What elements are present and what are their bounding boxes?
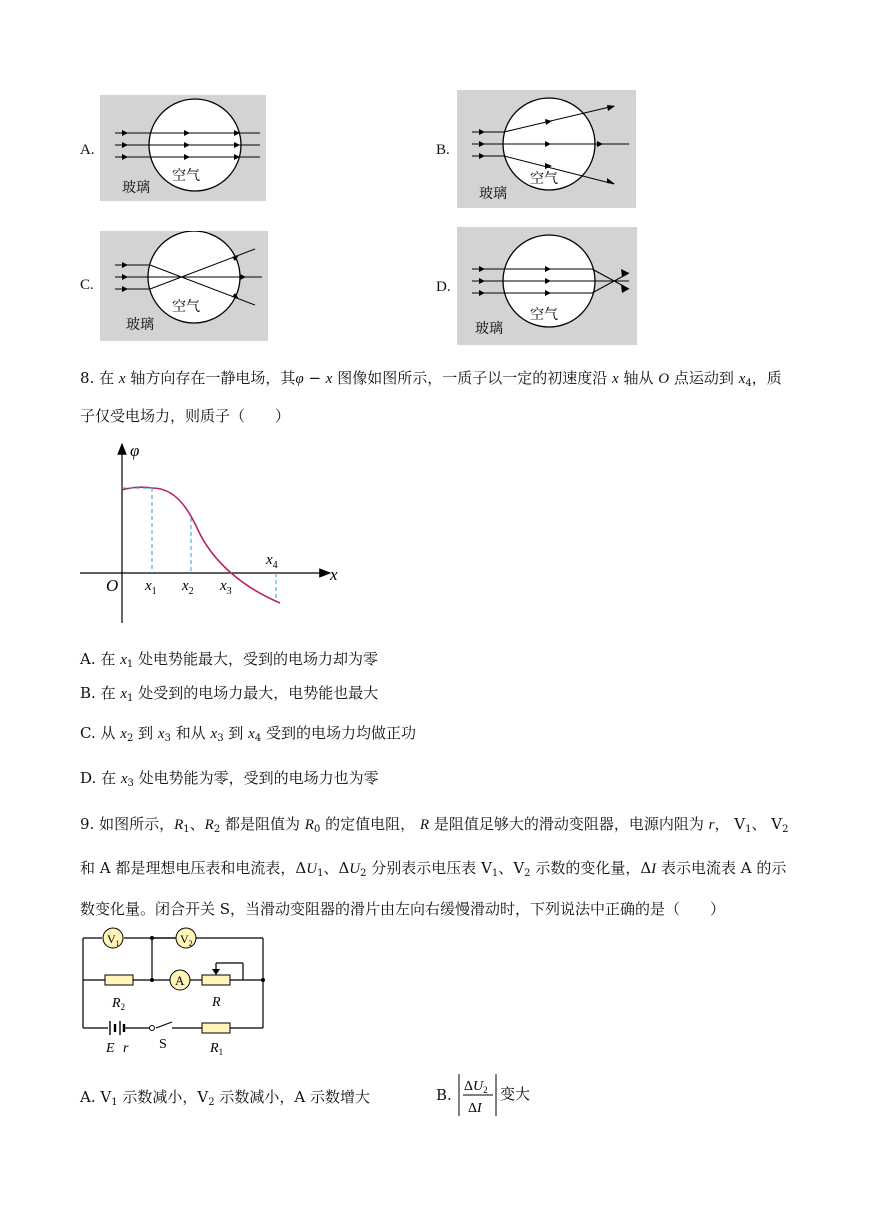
q8-option-c[interactable]: C. 从 $x_2$ 到 $x_3$ 和从 $x_3$ 到 $x_4$ 受到的电场力均做正功	[80, 724, 417, 744]
option-c-label: C.	[80, 277, 94, 293]
rheostat-r	[202, 975, 230, 985]
circuit-diagram	[80, 925, 280, 1060]
svg-text:ΔI: ΔI	[468, 1101, 482, 1116]
x-label: x	[330, 565, 338, 584]
glass-label-b: 玻璃	[479, 187, 507, 202]
x3-label: $x_3$	[220, 578, 232, 597]
q9-stem-line3: 数变化量。闭合开关 S，当滑动变阻器的滑片由左向右缓慢滑动时，下列说法中正确的是（ ）	[80, 900, 726, 918]
diagram-c	[100, 231, 268, 341]
glass-label-c: 玻璃	[126, 318, 154, 333]
x1-label: $x_1$	[145, 578, 157, 597]
q8-option-a[interactable]: A. 在 $x_1$ 处电势能最大，受到的电场力却为零	[80, 650, 379, 670]
svg-text:ΔU2: $\Delta U_2$	[464, 1079, 488, 1095]
option-a-label: A.	[80, 142, 95, 158]
option-d-label: D.	[436, 279, 451, 295]
glass-label-a: 玻璃	[122, 181, 150, 196]
diagram-b	[457, 90, 636, 208]
phi-x-graph	[80, 438, 350, 628]
x2-label: $x_2$	[182, 578, 194, 597]
q8-option-b[interactable]: B. 在 $x_1$ 处受到的电场力最大，电势能也最大	[80, 684, 379, 704]
q9-stem-line2: 和 A 都是理想电压表和电流表，$\Delta U_1$、$\Delta U_2$ 分别表示电压表 $V_1$、$V_2$ 示数的变化量，ΔI 表示电流表 A 的示	[80, 859, 787, 879]
svg-text:S: S	[159, 1037, 167, 1052]
air-label-d: 空气	[530, 308, 558, 323]
svg-text:r: r	[123, 1041, 129, 1056]
resistor-r1	[202, 1023, 230, 1033]
resistor-r2	[105, 975, 133, 985]
q9-option-b-letter[interactable]: B.	[436, 1086, 452, 1104]
svg-text:变大: 变大	[500, 1087, 531, 1103]
diagram-d	[457, 227, 637, 345]
q8-option-d[interactable]: D. 在 $x_3$ 处电势能为零，受到的电场力也为零	[80, 769, 379, 789]
svg-text:E: E	[106, 1041, 115, 1056]
phi-label: φ	[130, 441, 140, 460]
svg-text:V1: $V_1$	[107, 932, 120, 948]
svg-text:R2: $R_2$	[112, 996, 126, 1012]
q9-option-b-fraction	[456, 1070, 536, 1120]
q9-stem-line1: 9. 如图所示，$R_1$、$R_2$ 都是阻值为 $R_0$ 的定值电阻， R 是阻值足够大的滑动变阻器，电源内阻为 r， $V_1$、 $V_2$	[80, 815, 789, 835]
diagram-a	[100, 95, 266, 201]
svg-text:R1: $R_1$	[210, 1041, 224, 1057]
svg-text:R: R	[212, 995, 221, 1010]
q9-option-a[interactable]: A. $V_1$ 示数减小，$V_2$ 示数减小，A 示数增大	[80, 1088, 370, 1108]
air-label-a: 空气	[172, 169, 200, 184]
air-label-c: 空气	[172, 300, 200, 315]
q8-stem-line1: 8. 在 x 轴方向存在一静电场，其φ − x 图像如图所示，一质子以一定的初速度沿 x 轴从 O 点运动到 $x_4$，质	[80, 369, 782, 389]
x4-label: $x_4$	[266, 552, 278, 571]
q8-stem-line2: 子仅受电场力，则质子（ ）	[80, 407, 291, 425]
air-label-b: 空气	[530, 172, 558, 187]
option-b-label: B.	[436, 142, 450, 158]
glass-label-d: 玻璃	[475, 322, 503, 337]
svg-text:A: A	[175, 973, 185, 988]
svg-text:V2: $V_2$	[180, 932, 193, 948]
origin-label: O	[106, 576, 119, 595]
